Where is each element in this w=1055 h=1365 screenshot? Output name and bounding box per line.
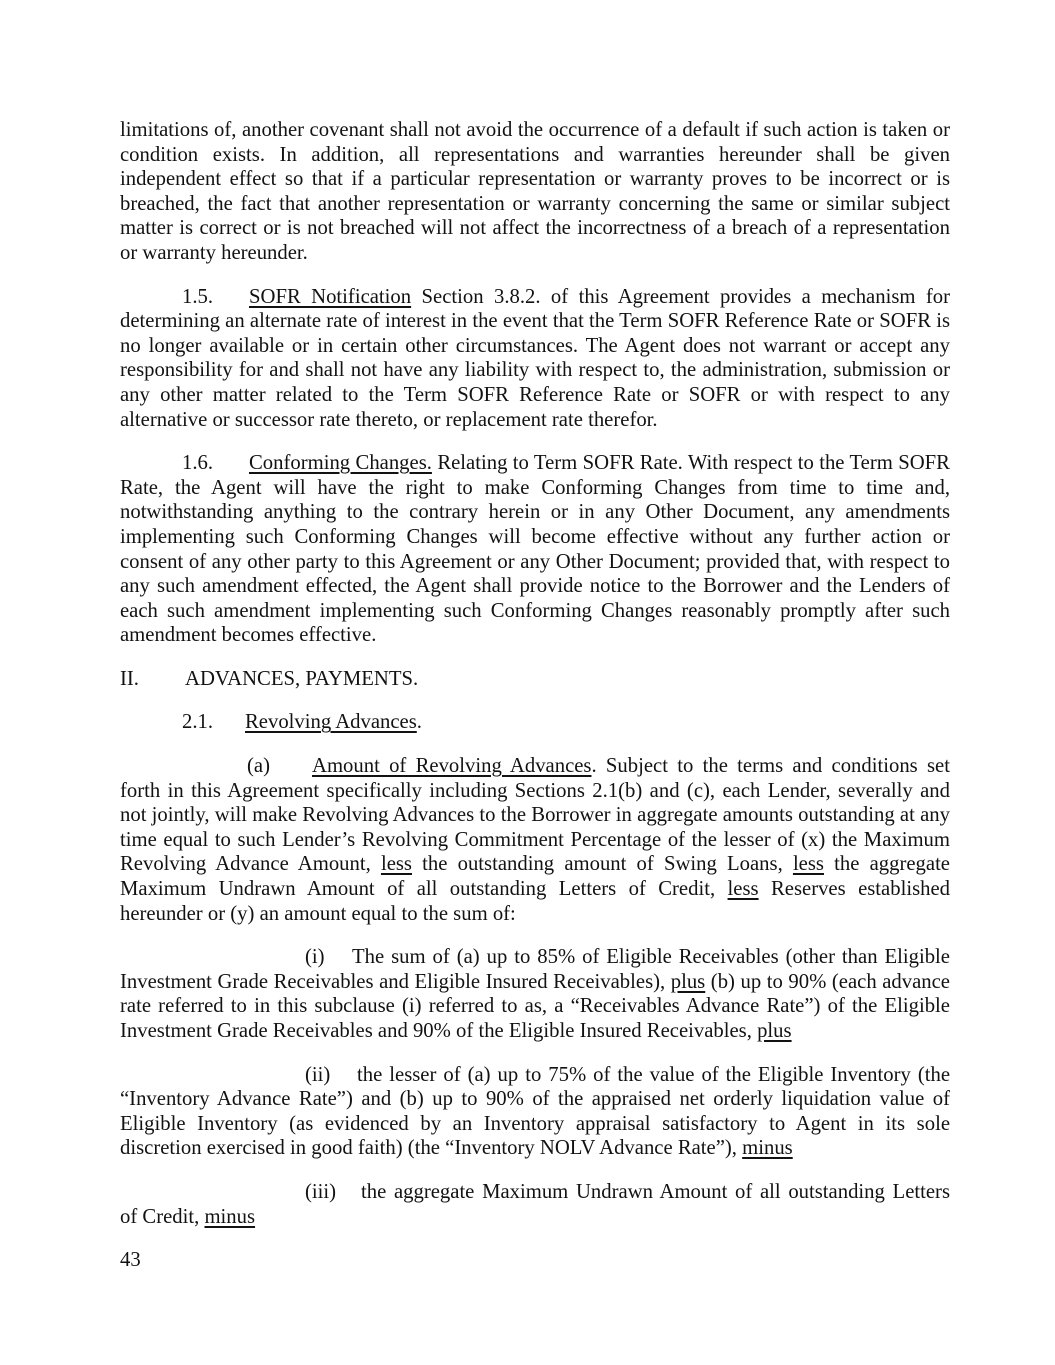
- defined-term-plus: plus: [670, 970, 706, 993]
- section-number: 1.5.: [182, 285, 214, 308]
- body-text: the aggregate Maximum Undrawn Amount of all outstanding Letters of Credit,: [120, 1180, 950, 1228]
- page-number: 43: [120, 1249, 141, 1271]
- article-title: ADVANCES, PAYMENTS.: [185, 667, 419, 690]
- body-text: Reserves established hereunder or (y) an amount equal to the sum of:: [120, 878, 951, 925]
- body-text: the lesser of (a) up to 75% of the value of the Eligible Inventory (the “Inventory Advance Rate”) and (b) up to 90% of the appraised net orderly liquidation value of Eligible Inventory (as evidenced by an Inventory appraisal satisfactory to Agent in its sole discretion exercised in good faith) (the “Inventory NOLV Advance Rate”),: [120, 1063, 950, 1160]
- body-text: Relating to Term SOFR Rate. With respect to the Term SOFR Rate, the Agent will have the right to make Conforming Changes from time to time and, notwithstanding anything to the contrary herein or in any Other Document, any amendments implementing such Conforming Changes will become effective without any further action or consent of any other party to this Agreement or any Other Document; provided that, with respect to any such amendment effected, the Agent shall provide notice to the Borrower and the Lenders of each such amendment implementing such Conforming Changes reasonably promptly after such amendment becomes effective.: [120, 452, 950, 647]
- article-2-heading: [120, 667, 950, 692]
- section-1-5: [120, 285, 950, 433]
- list-marker: (ii): [305, 1063, 331, 1086]
- defined-term-less: less: [727, 878, 759, 901]
- body-text: the aggregate Maximum Undrawn Amount of all outstanding Letters of Credit,: [120, 853, 950, 901]
- body-text: Section 3.8.2. of this Agreement provides a mechanism for determining an alternate rate of interest in the event that the Term SOFR Reference Rate or SOFR is no longer available or in certain other circumstances. The Agent does not warrant or accept any responsibility for and shall not have any liability with respect to, the administration, submission or any other matter related to the Term SOFR Reference Rate or SOFR or with respect to any alternative or successor rate thereto, or replacement rate therefor.: [120, 285, 950, 431]
- paragraph-2-1-a: [120, 754, 950, 926]
- list-marker: (a): [247, 755, 270, 778]
- body-text: the outstanding amount of Swing Loans,: [411, 853, 793, 876]
- defined-term-less: less: [380, 853, 412, 876]
- paragraph-intro: [120, 118, 950, 266]
- subclause-ii: [120, 1063, 950, 1161]
- section-number: 1.6.: [182, 452, 214, 475]
- subclause-i: [120, 945, 950, 1043]
- section-heading: Conforming Changes.: [249, 452, 432, 475]
- body-text: The sum of (a) up to 85% of Eligible Receivables (other than Eligible Investment Grade Receivables and Eligible Insured Receivables),: [120, 946, 950, 993]
- subclause-iii: [120, 1180, 950, 1229]
- section-1-6: [120, 451, 950, 648]
- body-text: limitations of, another covenant shall not avoid the occurrence of a default if such action is taken or condition exists. In addition, all representations and warranties hereunder shall be given independent effect so that if a particular representation or warranty proves to be incorrect or is breached, the fact that another representation or warranty concerning the same or similar subject matter is correct or is not breached will not affect the incorrectness of a breach of a representation or warranty hereunder.: [120, 119, 950, 264]
- defined-term-less: less: [792, 853, 824, 876]
- section-heading: Revolving Advances: [245, 711, 417, 734]
- section-2-1-heading: [120, 710, 950, 735]
- defined-term-minus: minus: [742, 1137, 793, 1160]
- body-text: . Subject to the terms and conditions set forth in this Agreement specifically including Sections 2.1(b) and (c), each Lender, severally and not jointly, will make Revolving Advances to the Borrower in aggregate amounts outstanding at any time equal to such Lender’s Revolving Commitment Percentage of the lesser of (x) the Maximum Revolving Advance Amount,: [120, 755, 950, 876]
- section-heading: SOFR Notification: [249, 285, 412, 308]
- clause-heading: Amount of Revolving Advances: [312, 755, 592, 778]
- body-text: (b) up to 90% (each advance rate referred to in this subclause (i) referred to as, a “Receivables Advance Rate”) of the Eligible Investment Grade Receivables and 90% of the Eligible Insured Receivables,: [120, 970, 950, 1042]
- defined-term-minus: minus: [204, 1205, 256, 1228]
- defined-term-plus: plus: [757, 1020, 792, 1042]
- section-number: 2.1.: [182, 711, 214, 734]
- body-text: .: [416, 711, 422, 734]
- list-marker: (iii): [305, 1180, 337, 1203]
- article-number: II.: [120, 667, 139, 690]
- list-marker: (i): [305, 946, 325, 969]
